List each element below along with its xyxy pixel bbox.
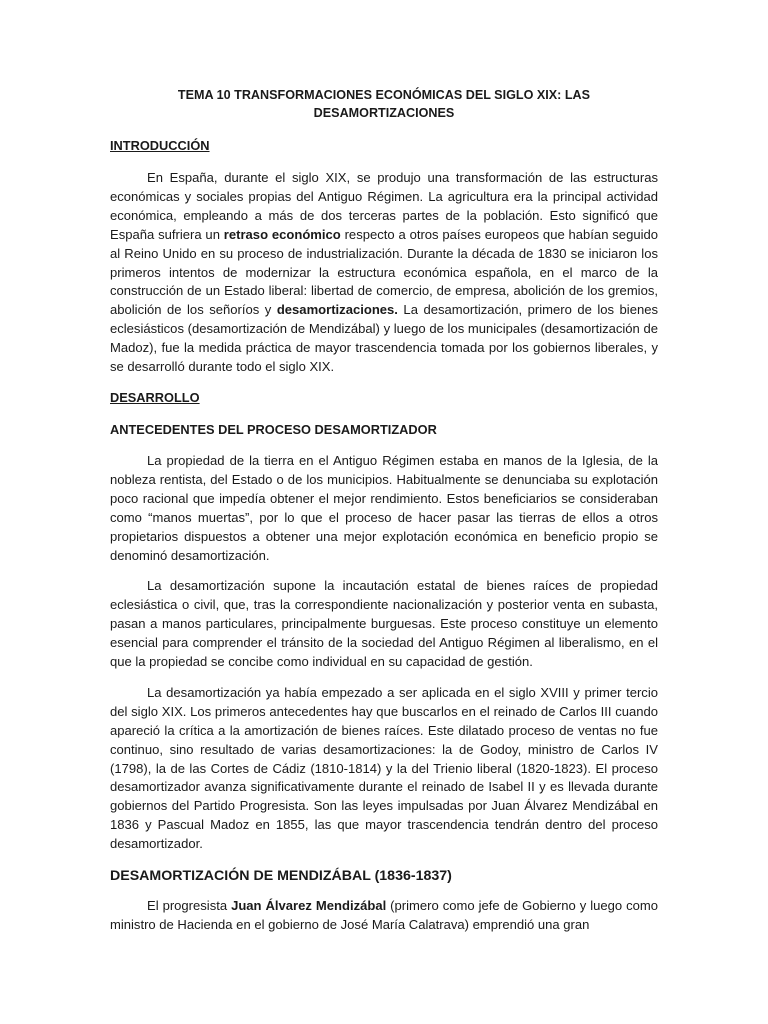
paragraph-antecedentes-3: La desamortización ya había empezado a ser aplicada en el siglo XVIII y primer tercio del siglo XIX. Los primeros antecedentes hay que buscarlos en el reinado de Carlos III cuando apareció la crítica a la amortización de bienes raíces. Este dilatado proceso de ventas no fue continuo, sino resultado de varias desamortizaciones: la de Godoy, ministro de Carlos IV (1798), la de las Cortes de Cádiz (1810-1814) y la del Trienio liberal (1820-1823). El proceso desamortizador avanza significativamente durante el reinado de Isabel II y es llevada durante gobiernos del Partido Progresista. Son las leyes impulsadas por Juan Álvarez Mendizábal en 1836 y Pascual Madoz en 1855, las que mayor trascendencia tendrán dentro del proceso desamortizador.	[110, 684, 658, 852]
section-heading-introduccion: INTRODUCCIÓN	[110, 138, 210, 153]
paragraph-introduccion	[110, 169, 658, 377]
paragraph-text: La desamortización, primero de los bienes eclesiásticos (desamortización de Mendizábal) y luego de los municipales (desamortización de Madoz), fue la medida práctica de mayor trascendencia tomada por los gobiernos liberales, y se desarrolló durante todo el siglo XIX.	[110, 302, 658, 375]
paragraph-text: El progresista	[147, 898, 232, 914]
paragraph-antecedentes-2: La desamortización supone la incautación estatal de bienes raíces de propiedad eclesiástica o civil, que, tras la correspondiente nacionalización y posterior venta en subasta, pasan a manos particulares, principalmente burguesas. Este proceso constituye un elemento esencial para comprender el tránsito de la sociedad del Antiguo Régimen al liberalismo, en el que la propiedad se concibe como individual en su capacidad de gestión.	[110, 578, 658, 670]
subsection-heading-antecedentes: ANTECEDENTES DEL PROCESO DESAMORTIZADOR	[110, 421, 437, 437]
bold-phrase-desamortizaciones: desamortizaciones.	[276, 302, 398, 318]
paragraph-text: (primero como jefe de Gobierno y luego como ministro de Hacienda en el gobierno de José María Calatrava) emprendió una gran	[110, 898, 658, 932]
document-title: TEMA 10 TRANSFORMACIONES ECONÓMICAS DEL SIGLO XIX: LAS DESAMORTIZACIONES	[177, 88, 591, 120]
section-heading-desarrollo: DESARROLLO	[110, 389, 200, 405]
paragraph-text: En España, durante el siglo XIX, se produjo una transformación de las estructuras económicas y sociales propias del Antiguo Régimen. La agricultura era la principal actividad económica, empleando a más de dos terceras partes de la población. Esto significó que España sufriera un	[110, 170, 658, 242]
paragraph-antecedentes-1: La propiedad de la tierra en el Antiguo Régimen estaba en manos de la Iglesia, de la nobleza rentista, del Estado o de los municipios. Habitualmente se denunciaba su explotación poco racional que impedía obtener el mejor rendimiento. Estos beneficiarios se consideraban como “manos muertas”, por lo que el proceso de hacer pasar las tierras de ellos a otros propietarios dispuestos a obtener una mejor explotación económica en beneficio propio se denominó desamortización.	[110, 452, 658, 563]
bold-phrase-retraso: retraso económico	[223, 226, 341, 242]
paragraph-mendizabal	[110, 897, 658, 935]
paragraph-text: respecto a otros países europeos que habían seguido al Reino Unido en su proceso de industrialización. Durante la década de 1830 se iniciaron los primeros intentos de modernizar la estructura económica española, en el marco de la construcción de un Estado liberal: libertad de comercio, de empresa, abolición de los gremios, abolición de los señoríos y	[110, 226, 658, 318]
bold-phrase-mendizabal: Juan Álvarez Mendizábal	[231, 898, 387, 914]
subsection-heading-mendizabal: DESAMORTIZACIÓN DE MENDIZÁBAL (1836-1837)	[110, 868, 452, 885]
